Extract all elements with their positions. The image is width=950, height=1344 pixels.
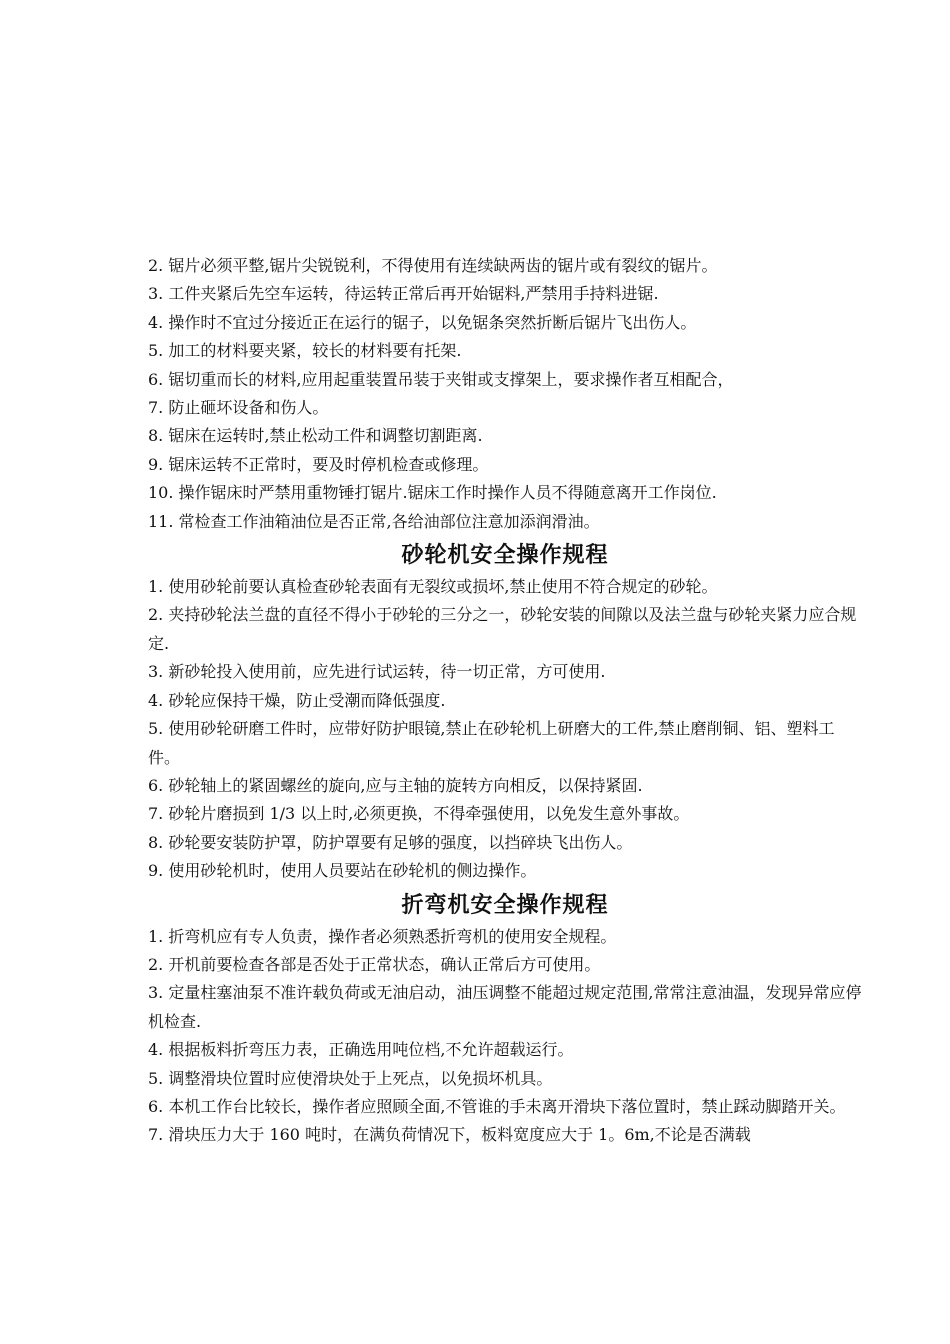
rule-item: 4. 根据板料折弯压力表，正确选用吨位档,不允许超载运行。 [148, 1040, 574, 1060]
rule-item: 6. 锯切重而长的材料,应用起重装置吊装于夹钳或支撑架上，要求操作者互相配合， [148, 369, 734, 389]
rule-item: 3. 新砂轮投入使用前，应先进行试运转，待一切正常，方可使用. [148, 662, 606, 682]
rule-item: 9. 使用砂轮机时，使用人员要站在砂轮机的侧边操作。 [148, 861, 537, 881]
rule-item: 2. 夹持砂轮法兰盘的直径不得小于砂轮的三分之一，砂轮安装的间隙以及法兰盘与砂轮夹紧力应合规定. [148, 605, 857, 653]
rule-item: 3. 定量柱塞油泵不准许载负荷或无油启动，油压调整不能超过规定范围,常常注意油温，发现异常应停机检查. [148, 983, 862, 1031]
rule-item: 6. 砂轮轴上的紧固螺丝的旋向,应与主轴的旋转方向相反，以保持紧固. [148, 775, 643, 795]
rule-item: 10. 操作锯床时严禁用重物锤打锯片.锯床工作时操作人员不得随意离开工作岗位. [148, 483, 717, 503]
rule-item: 2. 开机前要检查各部是否处于正常状态，确认正常后方可使用。 [148, 954, 601, 974]
rule-item: 8. 砂轮要安装防护罩，防护罩要有足够的强度，以挡碎块飞出伤人。 [148, 832, 633, 852]
rule-item: 3. 工件夹紧后先空车运转，待运转正常后再开始锯料,严禁用手持料进锯. [148, 284, 659, 304]
grinder-rules [148, 537, 862, 885]
bending-machine-rules [148, 887, 862, 1150]
rule-item: 7. 滑块压力大于 160 吨时，在满负荷情况下，板料宽度应大于 1。6m,不论是否满载 [148, 1125, 751, 1145]
rule-item: 7. 砂轮片磨损到 1/3 以上时,必须更换，不得牵强使用，以免发生意外事故。 [148, 804, 690, 824]
rule-item: 5. 使用砂轮研磨工件时，应带好防护眼镜,禁止在砂轮机上研磨大的工件,禁止磨削铜、铝、塑料工件。 [148, 719, 835, 767]
rule-item: 6. 本机工作台比较长，操作者应照顾全面,不管谁的手未离开滑块下落位置时，禁止踩动脚踏开关。 [148, 1096, 846, 1116]
rule-item: 7. 防止砸坏设备和伤人。 [148, 398, 329, 418]
rule-item: 4. 砂轮应保持干燥，防止受潮而降低强度. [148, 690, 446, 710]
rule-item: 5. 调整滑块位置时应使滑块处于上死点，以免损坏机具。 [148, 1068, 553, 1088]
rule-item: 1. 使用砂轮前要认真检查砂轮表面有无裂纹或损坏,禁止使用不符合规定的砂轮。 [148, 577, 718, 597]
rule-item: 4. 操作时不宜过分接近正在运行的锯子，以免锯条突然折断后锯片飞出伤人。 [148, 312, 697, 332]
rule-item: 2. 锯片必须平整,锯片尖锐锐利，不得使用有连续缺两齿的锯片或有裂纹的锯片。 [148, 256, 718, 275]
document-page [148, 252, 862, 1150]
section-title: 折弯机安全操作规程 [401, 891, 609, 918]
rule-item: 1. 折弯机应有专人负责，操作者必须熟悉折弯机的使用安全规程。 [148, 926, 617, 946]
section-title: 砂轮机安全操作规程 [401, 542, 609, 569]
rule-item: 11. 常检查工作油箱油位是否正常,各给油部位注意加添润滑油。 [148, 511, 600, 531]
rule-item: 8. 锯床在运转时,禁止松动工件和调整切割距离. [148, 426, 483, 446]
rule-item: 9. 锯床运转不正常时，要及时停机检查或修理。 [148, 454, 489, 474]
rule-item: 5. 加工的材料要夹紧，较长的材料要有托架. [148, 341, 462, 361]
sawing-machine-rules [148, 252, 862, 536]
